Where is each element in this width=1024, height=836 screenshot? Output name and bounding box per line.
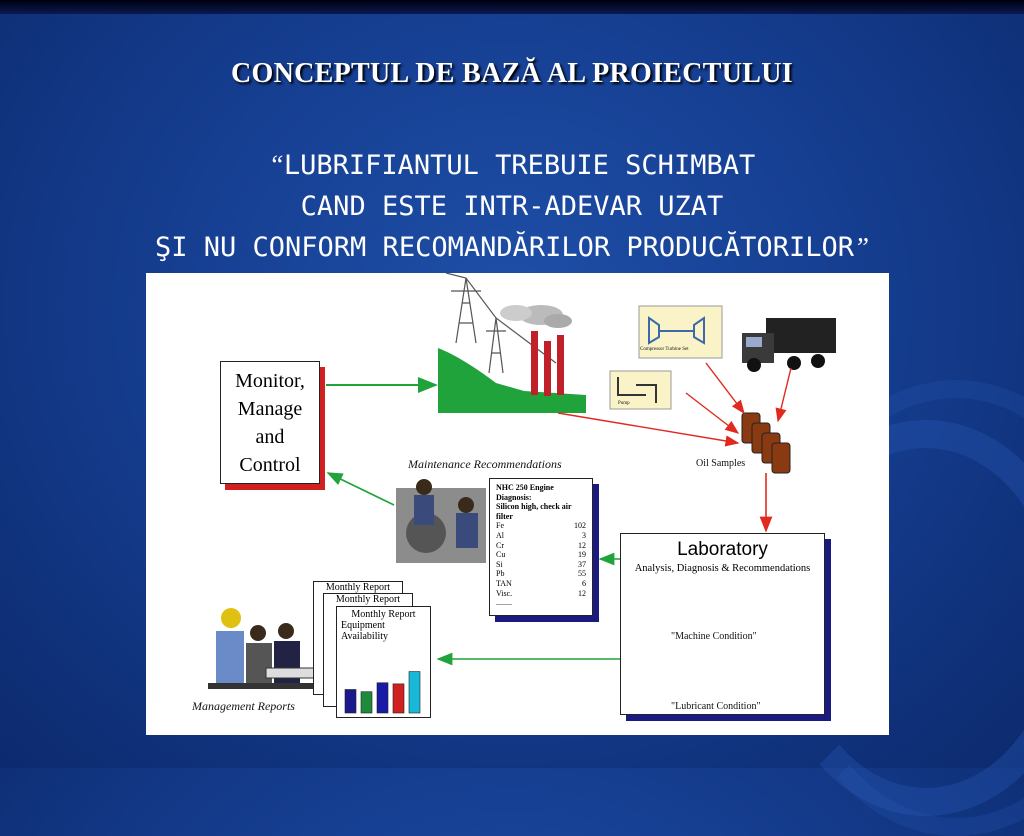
quote-line-1: “LUBRIFIANTUL TREBUIE SCHIMBAT bbox=[268, 150, 756, 181]
laboratory-title: Laboratory bbox=[677, 539, 768, 560]
report-row bbox=[496, 569, 586, 579]
compressor-label: Compressor Turbine Set bbox=[640, 347, 689, 352]
power-plant-illustration bbox=[438, 273, 586, 413]
top-bar bbox=[0, 0, 1024, 14]
monthly-report-back: Monthly Report bbox=[313, 581, 403, 695]
mechanics-illustration bbox=[396, 479, 486, 563]
report-row bbox=[496, 550, 586, 560]
report-key: Fe bbox=[496, 521, 504, 531]
report-key: Pb bbox=[496, 569, 505, 579]
close-quote-mark: ” bbox=[853, 232, 869, 262]
report-key: Cr bbox=[496, 540, 504, 550]
quote-line-3: ŞI NU CONFORM RECOMANDĂRILOR PRODUCĂTORILOR” bbox=[154, 232, 869, 263]
machine-condition-label: "Machine Condition" bbox=[671, 631, 757, 642]
monitor-manage-control-box: Monitor, Manage and Control bbox=[220, 361, 320, 484]
report-key: Cu bbox=[496, 550, 506, 560]
diagram-panel bbox=[146, 273, 889, 735]
availability-bar bbox=[377, 683, 388, 713]
slide-title: CONCEPTUL DE BAZĂ AL PROIECTULUI bbox=[231, 58, 793, 89]
oil-samples-illustration bbox=[742, 413, 790, 473]
report-value: 3 bbox=[582, 530, 586, 540]
oil-samples-label: Oil Samples bbox=[696, 458, 746, 469]
open-quote-mark: “ bbox=[268, 150, 284, 180]
arrow-maintenance-to-monitor bbox=[328, 473, 394, 505]
report-value: 55 bbox=[578, 569, 586, 579]
quote-line-2: CAND ESTE INTR-ADEVAR UZAT bbox=[300, 191, 724, 222]
report-value: 12 bbox=[578, 540, 586, 550]
pump-label: Pump bbox=[618, 401, 630, 406]
management-reports-label: Management Reports bbox=[192, 699, 295, 713]
report-row bbox=[496, 589, 586, 599]
lubricant-condition-label: "Lubricant Condition" bbox=[671, 701, 761, 712]
laboratory-subtitle: Analysis, Diagnosis & Recommendations bbox=[634, 563, 811, 574]
report-key: Si bbox=[496, 559, 503, 569]
report-value: 6 bbox=[582, 578, 586, 588]
report-value: 19 bbox=[578, 550, 586, 560]
report-row bbox=[496, 579, 586, 589]
arrow-truck-to-samples bbox=[778, 368, 791, 421]
report-value: 37 bbox=[578, 559, 586, 569]
report-value: 102 bbox=[574, 521, 586, 531]
availability-bar bbox=[409, 672, 420, 713]
report-key: TAN bbox=[496, 578, 512, 588]
diagnosis-report-card: NHC 250 Engine Diagnosis: Silicon high, check air filter Fe 102 Al 3 Cr 12 Cu 19 Si 37 Pb 55 TAN 6 Visc. 12 ........ bbox=[489, 478, 593, 616]
availability-bar-chart bbox=[343, 655, 427, 715]
monthly-report-middle: Monthly Report bbox=[323, 593, 413, 707]
report-value: 12 bbox=[578, 588, 586, 598]
maintenance-recommendations-label: Maintenance Recommendations bbox=[408, 457, 562, 471]
report-key: Al bbox=[496, 530, 504, 540]
report-row bbox=[496, 531, 586, 541]
arrow-pump-to-samples bbox=[686, 393, 738, 433]
availability-bar bbox=[345, 689, 356, 713]
slide-quote bbox=[0, 145, 1024, 268]
availability-bar bbox=[361, 692, 372, 713]
report-row bbox=[496, 521, 586, 531]
report-row bbox=[496, 560, 586, 570]
arrow-compressor-to-samples bbox=[706, 363, 744, 413]
report-key: Visc. bbox=[496, 588, 513, 598]
management-people-illustration bbox=[208, 608, 328, 689]
report-row bbox=[496, 541, 586, 551]
truck-illustration bbox=[742, 318, 836, 372]
arrow-plant-to-samples bbox=[558, 413, 738, 443]
monthly-report-front: Monthly Report Equipment Availability bbox=[336, 606, 431, 718]
availability-bar bbox=[393, 684, 404, 713]
laboratory-box bbox=[620, 533, 825, 715]
